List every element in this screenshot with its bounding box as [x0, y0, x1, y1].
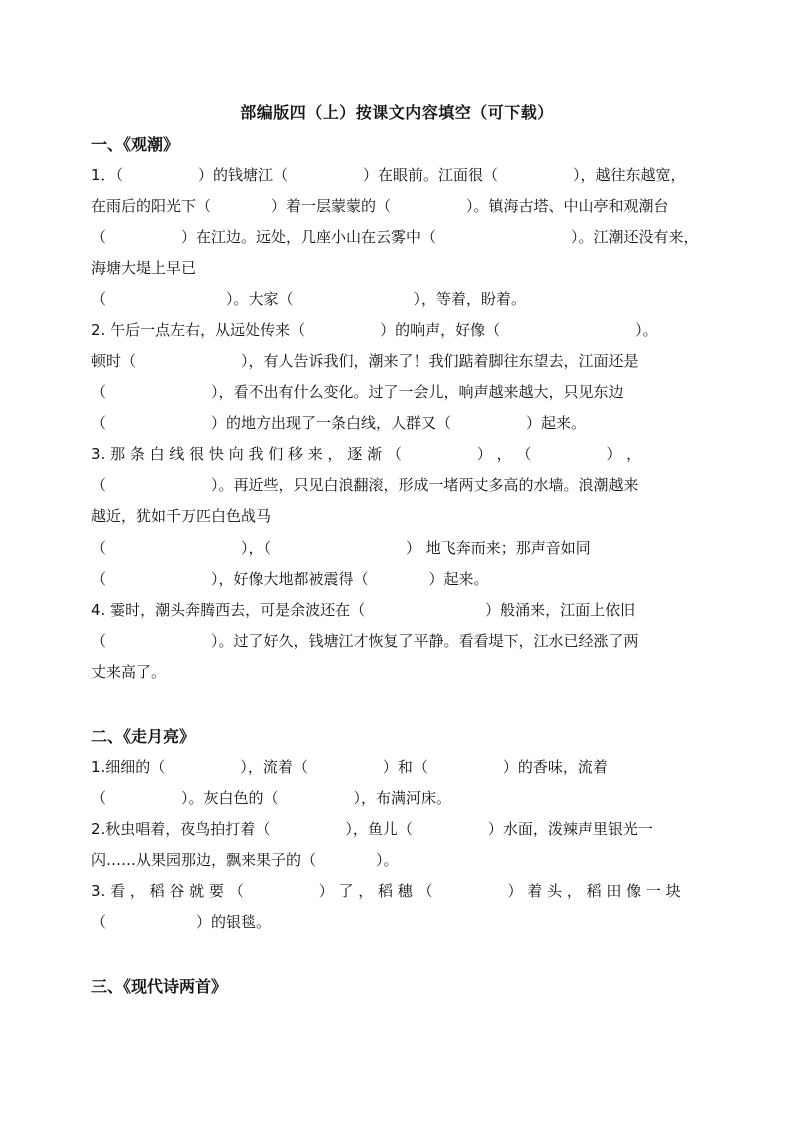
text-line: 2.秋虫唱着，夜鸟拍打着（ ），鱼儿（ ）水面，泼辣声里银光一	[91, 820, 653, 838]
text-line: 3. 看 ， 稻 谷 就 要 （ ） 了 ， 稻 穗 （ ） 着 头 ， 稻 田 像 一 块	[91, 882, 681, 900]
text-line: 顿时（ ），有人告诉我们，潮来了！我们踮着脚往东望去，江面还是	[91, 352, 639, 370]
text-line: （ ），好像大地都被震得（ ）起来。	[91, 570, 489, 588]
text-line: （ ）在江边。远处，几座小山在云雾中（ ）。江潮还没有来，	[91, 228, 699, 246]
text-line: （ ）。大家（ ），等着，盼着。	[91, 290, 527, 308]
text-line: 丈来高了。	[91, 663, 167, 681]
text-line: （ ）。过了好久，钱塘江才恢复了平静。看看堤下，江水已经涨了两	[91, 632, 639, 650]
text-line: 1．（ ）的钱塘江（ ）在眼前。江面很（ ），越往东越宽，	[91, 166, 686, 184]
text-line: 在雨后的阳光下（ ）着一层蒙蒙的（ ）。镇海古塔、中山亭和观潮台	[91, 197, 669, 215]
document-title: 部编版四（上）按课文内容填空（可下载）	[240, 103, 554, 122]
text-line: 4. 霎时，潮头奔腾西去，可是余波还在（ ）般涌来，江面上依旧	[91, 601, 636, 619]
text-line: （ ）。再近些，只见白浪翻滚，形成一堵两丈多高的水墙。浪潮越来	[91, 476, 639, 494]
text-line: 越近，犹如千万匹白色战马	[91, 507, 272, 525]
text-line: （ ）的地方出现了一条白线，人群又（ ）起来。	[91, 414, 587, 432]
text-line: （ ）的银毯。	[91, 913, 272, 931]
text-line: 2. 午后一点左右，从远处传来（ ）的响声，好像（ ）。	[91, 321, 658, 339]
text-line: （ ），（ ） 地飞奔而来；那声音如同	[91, 539, 591, 557]
text-line: 闪……从果园那边，飘来果子的（ ）。	[91, 851, 399, 869]
section-heading-xiandaishi: 三、《现代诗两首》	[91, 977, 228, 996]
section-heading-guanchao: 一、《观潮》	[91, 135, 180, 154]
text-line: （ ）。灰白色的（ ），布满河床。	[91, 789, 452, 807]
section-heading-zouyueliang: 二、《走月亮》	[91, 727, 196, 746]
text-line: 1.细细的（ ），流着（ ）和（ ）的香味，流着	[91, 758, 608, 776]
text-line: （ ），看不出有什么变化。过了一会儿，响声越来越大，只见东边	[91, 383, 624, 401]
text-line: 海塘大堤上早已	[91, 259, 197, 277]
text-line: 3. 那 条 白 线 很 快 向 我 们 移 来 ， 逐 渐 （ ） ， （ ） ，	[91, 445, 642, 463]
